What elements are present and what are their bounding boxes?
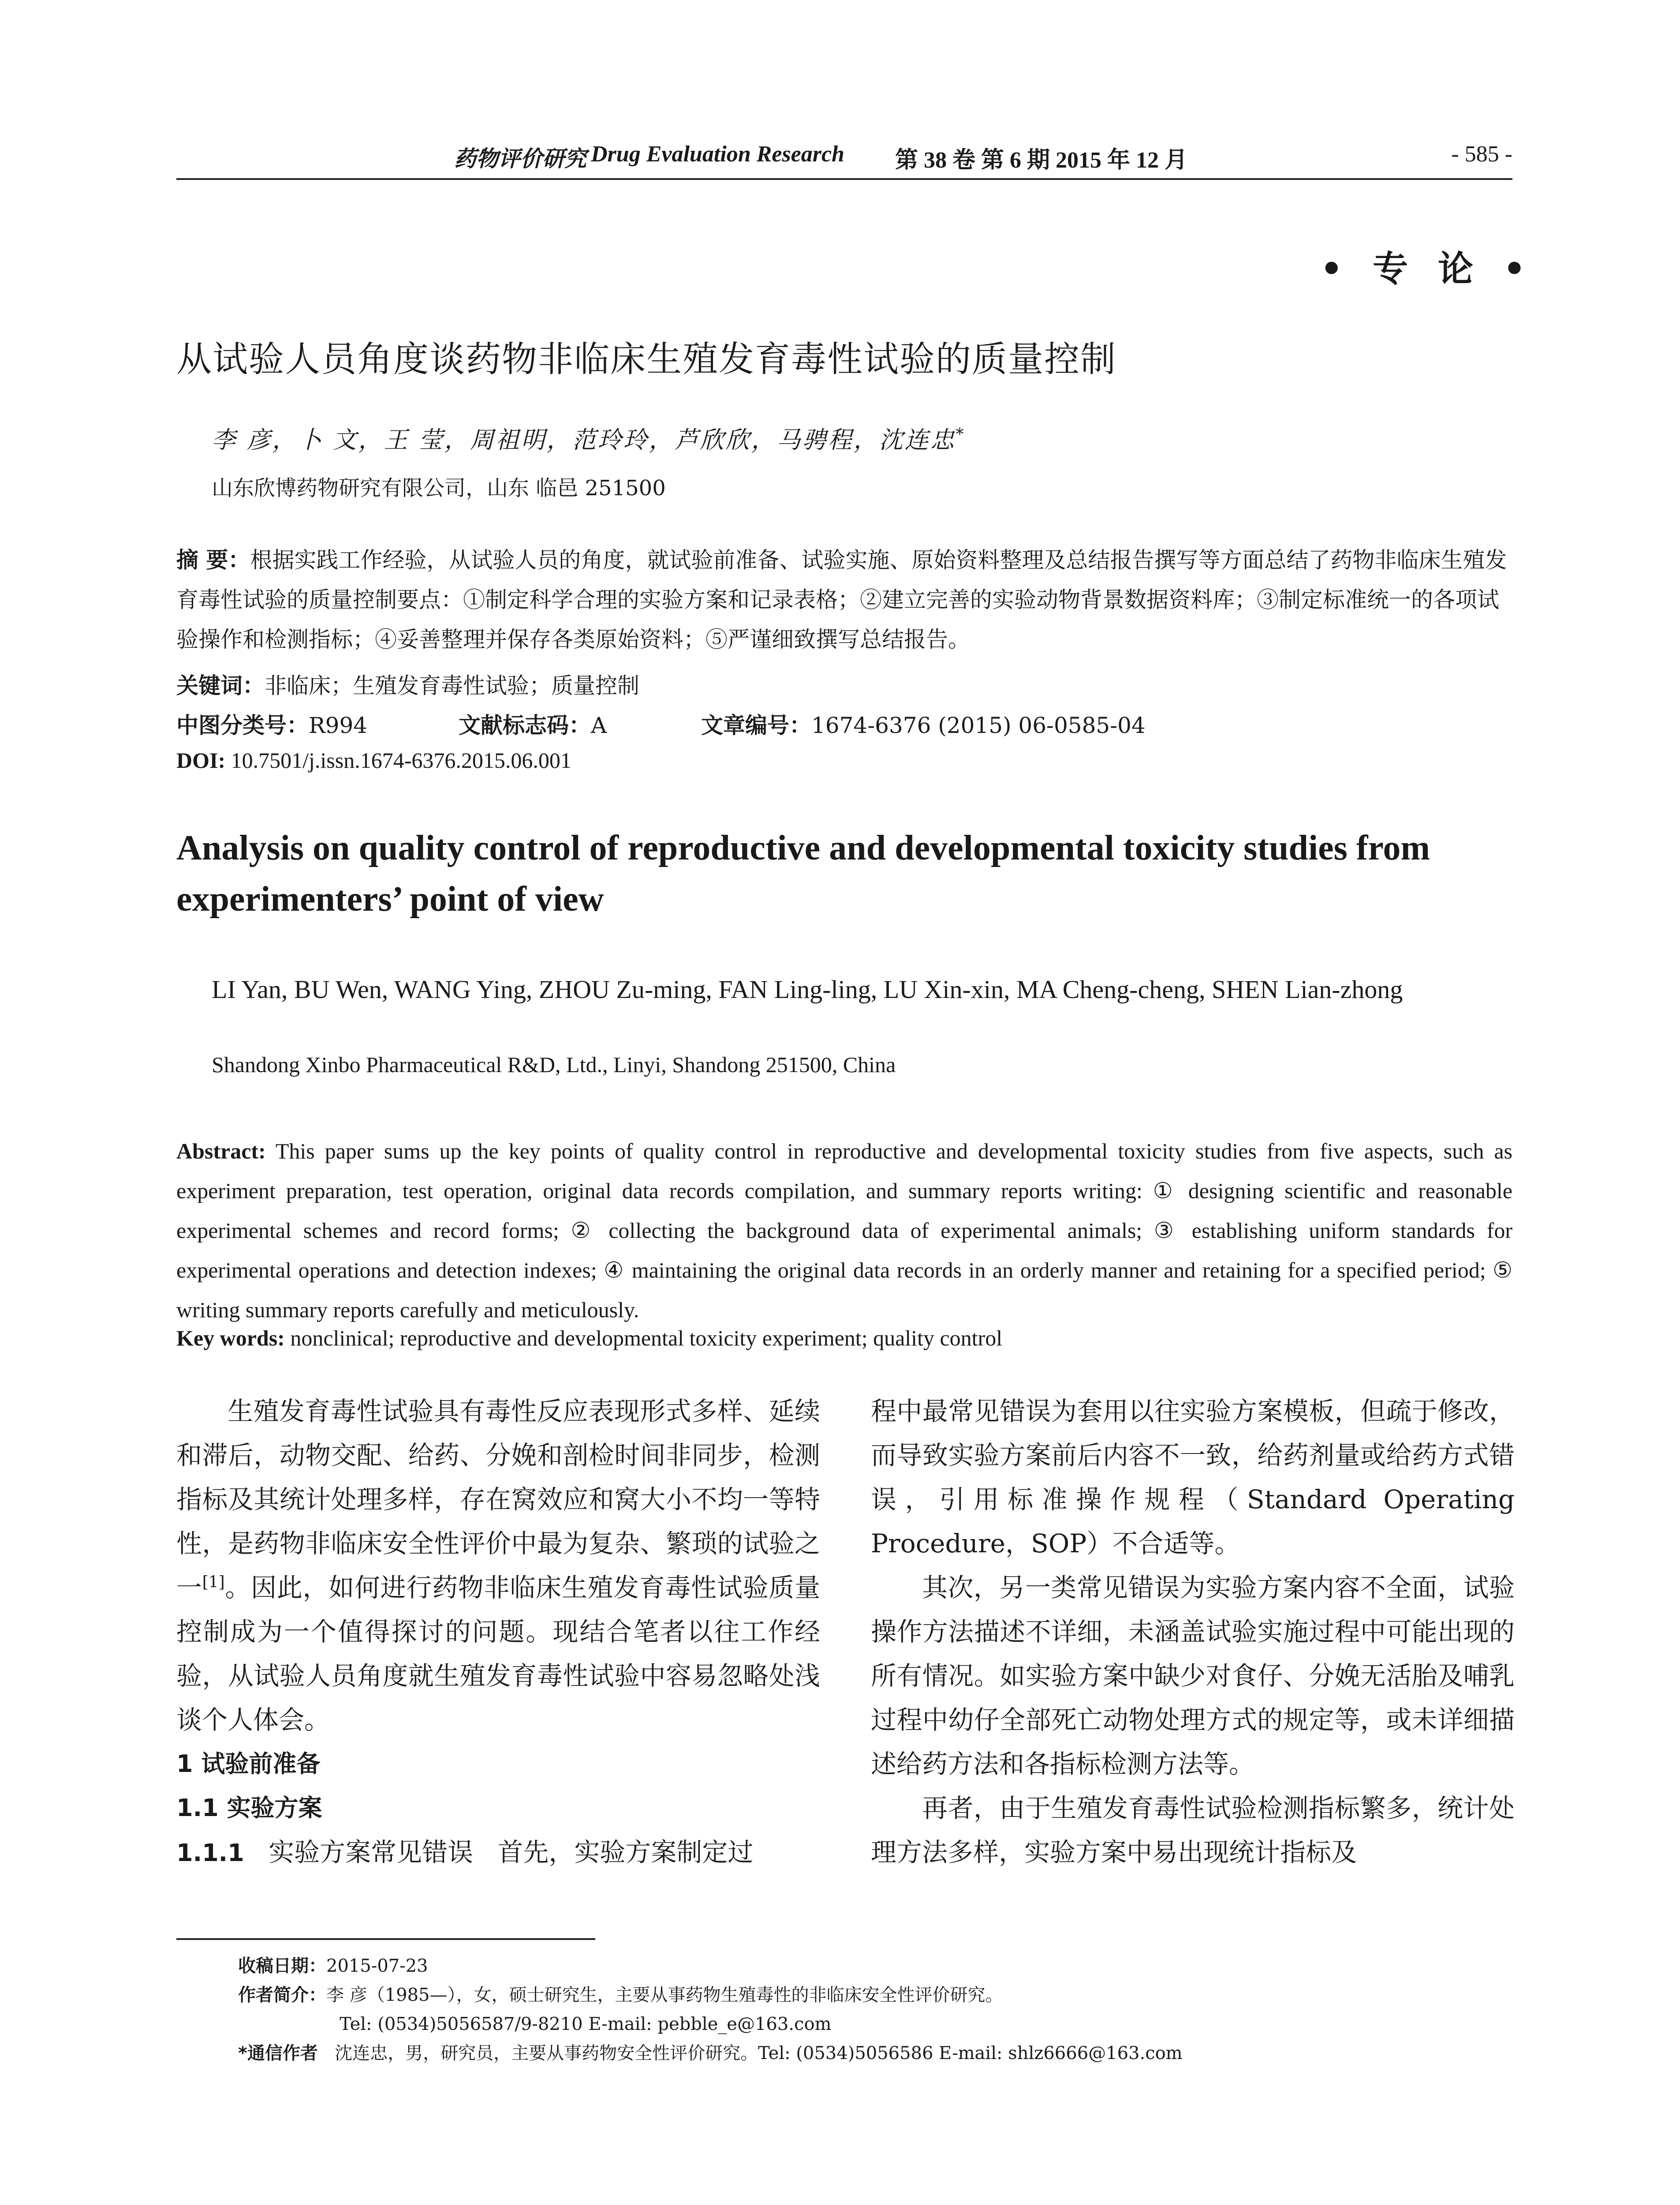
footnotes: [238, 1951, 1473, 2068]
abstract-cn-label: 摘 要：: [176, 547, 250, 573]
keywords-cn-text: 非临床；生殖发育毒性试验；质量控制: [265, 673, 639, 699]
citation-ref[interactable]: [1]: [202, 1573, 225, 1592]
abstract-en-label: Abstract:: [176, 1139, 266, 1163]
column-tag: • 专 论 •: [1320, 248, 1534, 289]
body-column-right: [871, 1389, 1515, 1874]
clc-label: 中图分类号：: [176, 713, 309, 738]
bio-text: 李 彦（1985—），女，硕士研究生，主要从事药物生殖毒性的非临床安全性评价研究。: [326, 1985, 1003, 2005]
authors-cn-text: 李 彦，卜 文，王 莹，周祖明，范玲玲，芦欣欣，马骋程，沈连忠: [212, 426, 956, 454]
received-date: [238, 1951, 1473, 1981]
running-header: [176, 141, 1512, 176]
affiliation-cn: 山东欣博药物研究有限公司，山东 临邑 251500: [212, 476, 666, 501]
right-paragraph-2: 其次，另一类常见错误为实验方案内容不全面，试验操作方法描述不详细，未涵盖试验实施过程中可能出现的所有情况。如实验方案中缺少对食仔、分娩无活胎及哺乳过程中幼仔全部死亡动物处理方式的规定等，或未详细描述给药方法和各指标检测方法等。: [871, 1573, 1515, 1779]
keywords-en: [176, 1325, 1512, 1351]
header-rule: [176, 178, 1512, 180]
authors-en: LI Yan, BU Wen, WANG Ying, ZHOU Zu-ming, FAN Ling-ling, LU Xin-xin, MA Cheng-cheng, SHEN Lian-zhong: [212, 975, 1403, 1004]
section-1-1-1-title: 实验方案常见错误: [269, 1837, 474, 1867]
footnote-rule: [176, 1938, 595, 1940]
section-heading-1-1: 1.1 实验方案: [176, 1794, 322, 1822]
keywords-en-text: nonclinical; reproductive and developmental toxicity experiment; quality control: [290, 1326, 1003, 1350]
title-en: Analysis on quality control of reproductive and developmental toxicity studies from experimenters’ point of view: [176, 829, 1430, 919]
section-1-1-1-text: 首先，实验方案制定过: [497, 1837, 754, 1867]
abstract-cn-text: 根据实践工作经验，从试验人员的角度，就试验前准备、试验实施、原始资料整理及总结报告撰写等方面总结了药物非临床生殖发育毒性试验的质量控制要点：①制定科学合理的实验方案和记录表格；②建立完善的实验动物背景数据资料库；③制定标准统一的各项试验操作和检测指标；④妥善整理并保存各类原始资料；⑤严谨细致撰写总结报告。: [176, 547, 1507, 652]
classification-line: [176, 708, 1512, 740]
received-label: 收稿日期：: [238, 1956, 326, 1976]
abstract-cn: [176, 540, 1512, 659]
article-no-label: 文章编号：: [701, 713, 811, 738]
abstract-en-text: This paper sums up the key points of quality control in reproductive and developmental toxicity studies from five aspects, such as experiment preparation, test operation, original data records compilation, and summary reports writing: ① designing scientific and reasonable experimental schemes and record forms; ② collecting the background data of experimental animals; ③ establishing uniform standards for experimental operations and detection indexes; ④ maintaining the original data records in an orderly manner and retaining for a specified period; ⑤ writing summary reports carefully and meticulously.: [176, 1139, 1512, 1322]
corr-label: *通信作者: [238, 2043, 318, 2063]
journal-name-en: Drug Evaluation Research: [591, 142, 844, 167]
author-bio: [238, 1981, 1473, 2010]
section-1-1-1: [176, 1830, 820, 1875]
section-1-1-1-number: 1.1.1: [176, 1839, 244, 1867]
section-heading-1: 1 试验前准备: [176, 1750, 321, 1778]
doi-line: [176, 747, 571, 773]
doc-code-label: 文献标志码：: [459, 713, 591, 738]
journal-logo-cn: 药物评价研究: [454, 146, 586, 171]
corresponding-author: [238, 2039, 1473, 2068]
right-paragraph-1: 程中最常见错误为套用以往实验方案模板，但疏于修改，而导致实验方案前后内容不一致，给药剂量或给药方式错误，引用标准操作规程（Standard Operating Procedure，SOP）不合适等。: [871, 1396, 1515, 1558]
received-value: 2015-07-23: [326, 1956, 428, 1976]
keywords-cn-label: 关键词：: [176, 673, 265, 699]
intro-text-a: 生殖发育毒性试验具有毒性反应表现形式多样、延续和滞后，动物交配、给药、分娩和剖检时间非同步，检测指标及其统计处理多样，存在窝效应和窝大小不均一等特性，是药物非临床安全性评价中最为复杂、繁琐的试验之一: [176, 1396, 820, 1603]
keywords-en-label: Key words:: [176, 1326, 285, 1350]
article-no-value: 1674-6376 (2015) 06-0585-04: [811, 713, 1146, 738]
bio-label: 作者简介：: [238, 1985, 326, 2005]
abstract-en: [176, 1131, 1512, 1330]
body-column-left: [176, 1389, 820, 1875]
corresponding-mark: *: [956, 426, 966, 444]
intro-paragraph: [176, 1389, 820, 1742]
intro-text-b: 。因此，如何进行药物非临床生殖发育毒性试验质量控制成为一个值得探讨的问题。现结合笔者以往工作经验，从试验人员角度就生殖发育毒性试验中容易忽略处浅谈个人体会。: [176, 1573, 820, 1735]
keywords-cn: [176, 668, 639, 700]
author-contact: Tel: (0534)5056587/9-8210 E-mail: pebble_e@163.com: [340, 2014, 832, 2034]
volume-issue: 第 38 卷 第 6 期 2015 年 12 月: [895, 148, 1188, 173]
doi-label: DOI:: [176, 748, 226, 773]
clc-value: R994: [309, 713, 368, 738]
authors-cn: [212, 421, 966, 455]
affiliation-en: Shandong Xinbo Pharmaceutical R&D, Ltd., Linyi, Shandong 251500, China: [212, 1052, 896, 1077]
corr-text: 沈连忠，男，研究员，主要从事药物安全性评价研究。Tel: (0534)5056586 E-mail: shlz6666@163.com: [335, 2043, 1183, 2063]
doc-code-value: A: [591, 713, 607, 738]
page-number: - 585 -: [1451, 142, 1512, 167]
doi-value: 10.7501/j.issn.1674-6376.2015.06.001: [231, 748, 571, 773]
title-cn: 从试验人员角度谈药物非临床生殖发育毒性试验的质量控制: [176, 339, 1116, 380]
right-paragraph-3: 再者，由于生殖发育毒性试验检测指标繁多，统计处理方法多样，实验方案中易出现统计指标及: [871, 1793, 1515, 1867]
